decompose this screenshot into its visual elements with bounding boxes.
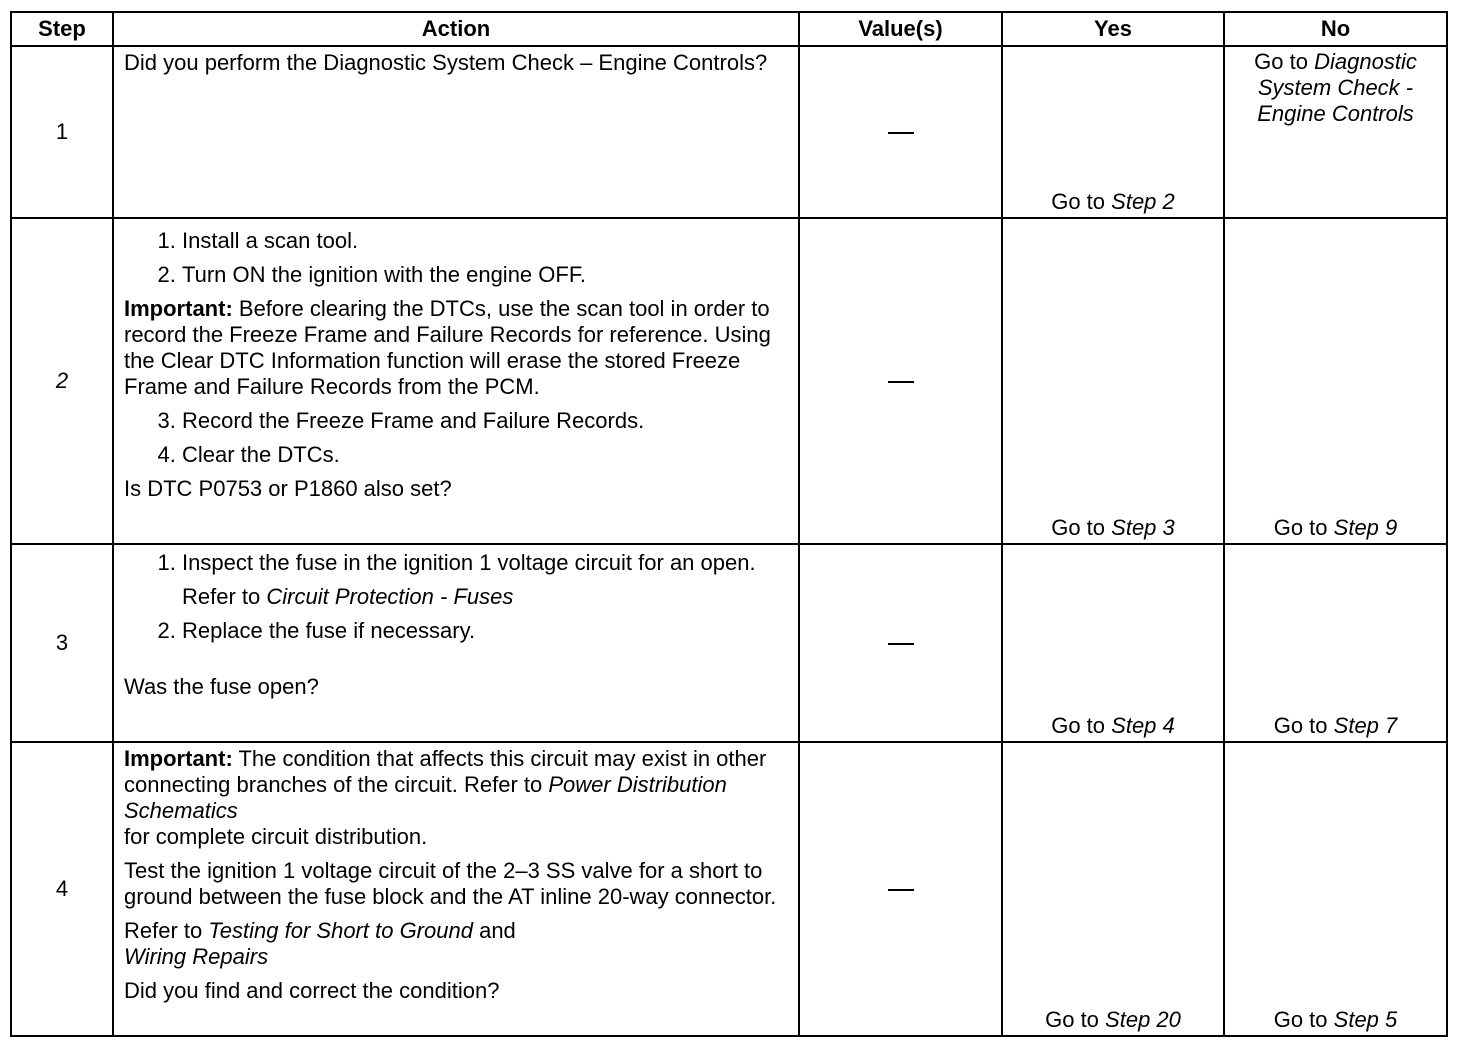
no-cell — [1224, 544, 1447, 742]
important-text: Before clearing the DTCs, use the scan tool in order to record the Freeze Frame and Failure Records for reference. Using the Clear DTC Information function will erase the stored Freeze Frame and Failure Records from the PCM. — [124, 296, 771, 399]
yes-prefix: Go to — [1051, 189, 1106, 214]
refer-line — [182, 584, 788, 610]
action-item: 4. Clear the DTCs. — [182, 442, 788, 468]
yes-cell — [1002, 218, 1224, 544]
no-prefix: Go to — [1254, 49, 1308, 74]
action-question: Did you perform the Diagnostic System Check – Engine Controls? — [124, 50, 768, 75]
action-question: Is DTC P0753 or P1860 also set? — [124, 476, 452, 501]
important-note — [124, 746, 788, 850]
refer-line — [124, 918, 788, 970]
action-cell — [113, 742, 799, 1036]
action-cell — [113, 544, 799, 742]
yes-cell — [1002, 46, 1224, 218]
header-values: Value(s) — [799, 12, 1002, 46]
value-cell — [799, 742, 1002, 1036]
no-prefix: Go to — [1273, 515, 1328, 540]
value-dash — [888, 132, 914, 134]
no-cell — [1224, 218, 1447, 544]
table-row — [11, 218, 1447, 544]
no-cell — [1224, 742, 1447, 1036]
no-link[interactable]: Step 9 — [1333, 515, 1398, 540]
action-cell — [113, 218, 799, 544]
table-row — [11, 46, 1447, 218]
test-instruction: Test the ignition 1 voltage circuit of the 2–3 SS valve for a short to ground between the fuse block and the AT inline 20-way connector. — [124, 858, 777, 909]
important-label: Important: — [124, 296, 233, 321]
refer-prefix: Refer to — [124, 918, 203, 943]
yes-cell — [1002, 544, 1224, 742]
step-number: 1 — [11, 46, 113, 218]
important-note — [124, 296, 788, 400]
step-number — [11, 218, 113, 544]
yes-prefix: Go to — [1045, 1007, 1099, 1032]
value-cell — [799, 218, 1002, 544]
value-cell — [799, 544, 1002, 742]
step-number: 4 — [11, 742, 113, 1036]
action-item-text: Inspect the fuse in the ignition 1 voltage circuit for an open. — [182, 550, 756, 575]
action-item — [182, 550, 788, 610]
header-yes: Yes — [1002, 12, 1224, 46]
yes-link[interactable]: Step 2 — [1111, 189, 1175, 214]
no-cell — [1224, 46, 1447, 218]
important-link[interactable]: Power Distribution Schematics — [124, 772, 727, 823]
action-item: 1. Install a scan tool. — [182, 228, 788, 254]
yes-cell — [1002, 742, 1224, 1036]
step-number-text: 2 — [55, 368, 69, 393]
action-question: Was the fuse open? — [124, 674, 319, 699]
no-prefix: Go to — [1273, 1007, 1328, 1032]
header-no: No — [1224, 12, 1447, 46]
yes-link[interactable]: Step 4 — [1111, 713, 1175, 738]
yes-link[interactable]: Step 20 — [1105, 1007, 1181, 1032]
header-row — [11, 12, 1447, 46]
header-action: Action — [113, 12, 799, 46]
action-cell — [113, 46, 799, 218]
refer-link[interactable]: Testing for Short to Ground — [208, 918, 473, 943]
value-dash — [888, 889, 914, 891]
action-item: 2. Replace the fuse if necessary. — [182, 618, 788, 644]
action-item: 3. Record the Freeze Frame and Failure Records. — [182, 408, 788, 434]
value-dash — [888, 381, 914, 383]
refer-and: and — [479, 918, 516, 943]
refer-link[interactable]: Wiring Repairs — [124, 944, 269, 969]
header-step: Step — [11, 12, 113, 46]
refer-link[interactable]: Circuit Protection - Fuses — [266, 584, 514, 609]
no-prefix: Go to — [1273, 713, 1328, 738]
step-number: 3 — [11, 544, 113, 742]
diagnostic-table — [10, 11, 1448, 1037]
yes-link[interactable]: Step 3 — [1111, 515, 1175, 540]
action-item: 2. Turn ON the ignition with the engine OFF. — [182, 262, 788, 288]
yes-prefix: Go to — [1051, 515, 1106, 540]
table-row — [11, 544, 1447, 742]
important-label: Important: — [124, 746, 233, 771]
refer-prefix: Refer to — [182, 584, 261, 609]
value-dash — [888, 643, 914, 645]
important-text: The condition that affects this circuit may exist in other connecting branches of the circuit. Refer to — [124, 746, 767, 797]
yes-prefix: Go to — [1051, 713, 1106, 738]
table-row — [11, 742, 1447, 1036]
no-link[interactable]: Step 5 — [1333, 1007, 1398, 1032]
no-link[interactable]: Step 7 — [1333, 713, 1398, 738]
no-link[interactable]: Diagnostic System Check - Engine Controls — [1257, 49, 1417, 126]
value-cell — [799, 46, 1002, 218]
important-tail: for complete circuit distribution. — [124, 824, 428, 849]
action-question: Did you find and correct the condition? — [124, 978, 500, 1003]
